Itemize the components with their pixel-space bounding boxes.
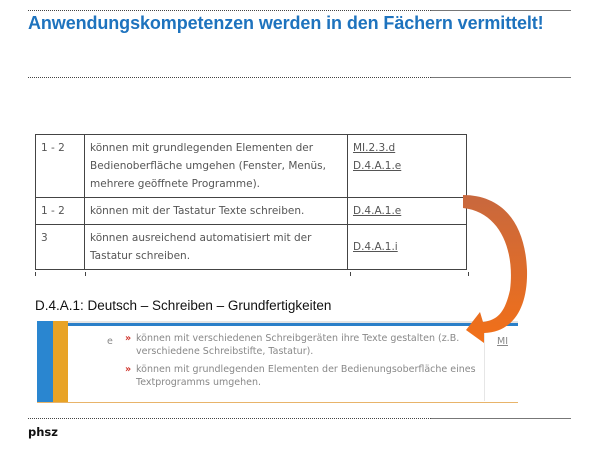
level-cell: 1 - 2 <box>36 135 85 198</box>
bullet-icon: » <box>125 364 132 375</box>
mi-reference-link[interactable]: MI <box>497 336 508 347</box>
slide-title: Anwendungskompetenzen werden in den Fächern vermittelt! <box>28 13 544 33</box>
phsz-logo: phsz <box>28 425 58 439</box>
reference-link[interactable]: MI.2.3.d <box>353 142 396 154</box>
footer-divider <box>28 418 571 419</box>
curriculum-heading: D.4.A.1: Deutsch – Schreiben – Grundfertigkeiten <box>35 298 332 313</box>
reference-link[interactable]: D.4.A.1.e <box>353 205 402 217</box>
competence-text-cell: können mit grundlegenden Elementen der Bedienoberfläche umgehen (Fenster, Menüs, mehrere geöffnete Programme). <box>85 135 348 198</box>
reference-link[interactable]: D.4.A.1.i <box>353 241 398 253</box>
level-cell: 1 - 2 <box>36 198 85 225</box>
level-cell: 3 <box>36 225 85 270</box>
competence-text-cell: können ausreichend automatisiert mit der Tastatur schreiben. <box>85 225 348 270</box>
competence-text-cell: können mit der Tastatur Texte schreiben. <box>85 198 348 225</box>
list-item: » können mit verschiedenen Schreibgeräten ihre Texte gestalten (z.B. verschiedene Schreibstifte, Tastatur). <box>125 333 460 357</box>
bullet-icon: » <box>125 333 132 344</box>
list-item: » können mit grundlegenden Elementen der Bedienungsoberfläche eines Textprogramms umgehen. <box>125 364 476 388</box>
reference-link[interactable]: D.4.A.1.e <box>353 160 402 172</box>
competence-letter: e <box>107 336 113 347</box>
